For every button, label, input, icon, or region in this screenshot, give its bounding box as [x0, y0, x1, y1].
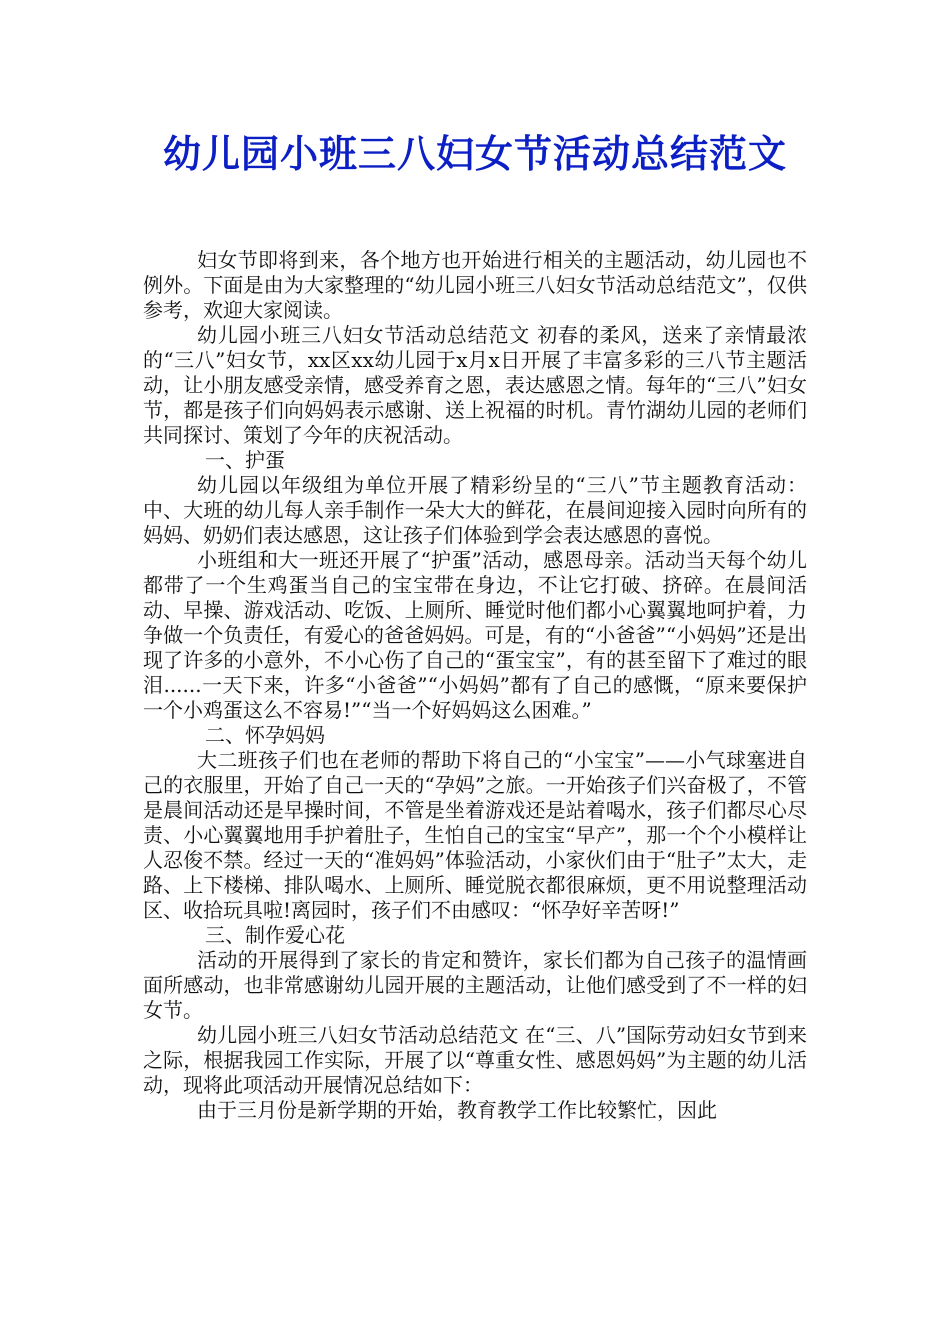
paragraph: 小班组和大一班还开展了“护蛋”活动，感恩母亲。活动当天每个幼儿都带了一个生鸡蛋当自己的宝宝带在身边，不让它打破、挤碎。在晨间活动、早操、游戏活动、吃饭、上厕所、睡觉时他们都小心翼翼地呵护着，力争做一个负责任，有爱心的爸爸妈妈。可是，有的“小爸爸”“小妈妈”还是出现了许多的小意外，不小心伤了自己的“蛋宝宝”，有的甚至留下了难过的眼泪......一天下来，许多“小爸爸”“小妈妈”都有了自己的感慨，“原来要保护一个小鸡蛋这么不容易!”“当一个好妈妈这么困难。”	[143, 548, 807, 722]
paragraph: 妇女节即将到来，各个地方也开始进行相关的主题活动，幼儿园也不例外。下面是由为大家整理的“幼儿园小班三八妇女节活动总结范文”，仅供参考，欢迎大家阅读。	[143, 248, 807, 322]
section-heading: 三、制作爱心花	[205, 923, 345, 947]
document-body	[143, 248, 807, 1123]
section-heading: 一、护蛋	[205, 448, 285, 472]
paragraph: 幼儿园小班三八妇女节活动总结范文 在“三、八”国际劳动妇女节到来之际，根据我园工作实际，开展了以“尊重女性、感恩妈妈”为主题的幼儿活动，现将此项活动开展情况总结如下：	[143, 1023, 807, 1097]
paragraph: 幼儿园小班三八妇女节活动总结范文 初春的柔风，送来了亲情最浓的“三八”妇女节，xx区xx幼儿园于x月x日开展了丰富多彩的三八节主题活动，让小朋友感受亲情，感受养育之恩，表达感恩之情。每年的“三八”妇女节，都是孩子们向妈妈表示感谢、送上祝福的时机。青竹湖幼儿园的老师们共同探讨、策划了今年的庆祝活动。	[143, 323, 807, 447]
paragraph: 幼儿园以年级组为单位开展了精彩纷呈的“三八”节主题教育活动：中、大班的幼儿每人亲手制作一朵大大的鲜花，在晨间迎接入园时向所有的妈妈、奶奶们表达感恩，这让孩子们体验到学会表达感恩的喜悦。	[143, 473, 807, 547]
section-heading: 二、怀孕妈妈	[205, 723, 325, 747]
paragraph: 由于三月份是新学期的开始，教育教学工作比较繁忙，因此	[197, 1098, 717, 1122]
document-title: 幼儿园小班三八妇女节活动总结范文	[162, 131, 787, 176]
paragraph: 大二班孩子们也在老师的帮助下将自己的“小宝宝”——小气球塞进自己的衣服里，开始了自己一天的“孕妈”之旅。一开始孩子们兴奋极了，不管是晨间活动还是早操时间，不管是坐着游戏还是站着喝水，孩子们都尽心尽责、小心翼翼地用手护着肚子，生怕自己的宝宝“早产”，那一个个小模样让人忍俊不禁。经过一天的“准妈妈”体验活动，小家伙们由于“肚子”太大，走路、上下楼梯、排队喝水、上厕所、睡觉脱衣都很麻烦，更不用说整理活动区、收拾玩具啦!离园时，孩子们不由感叹：“怀孕好辛苦呀!”	[143, 748, 807, 922]
paragraph: 活动的开展得到了家长的肯定和赞许，家长们都为自己孩子的温情画面所感动，也非常感谢幼儿园开展的主题活动，让他们感受到了不一样的妇女节。	[143, 948, 807, 1022]
